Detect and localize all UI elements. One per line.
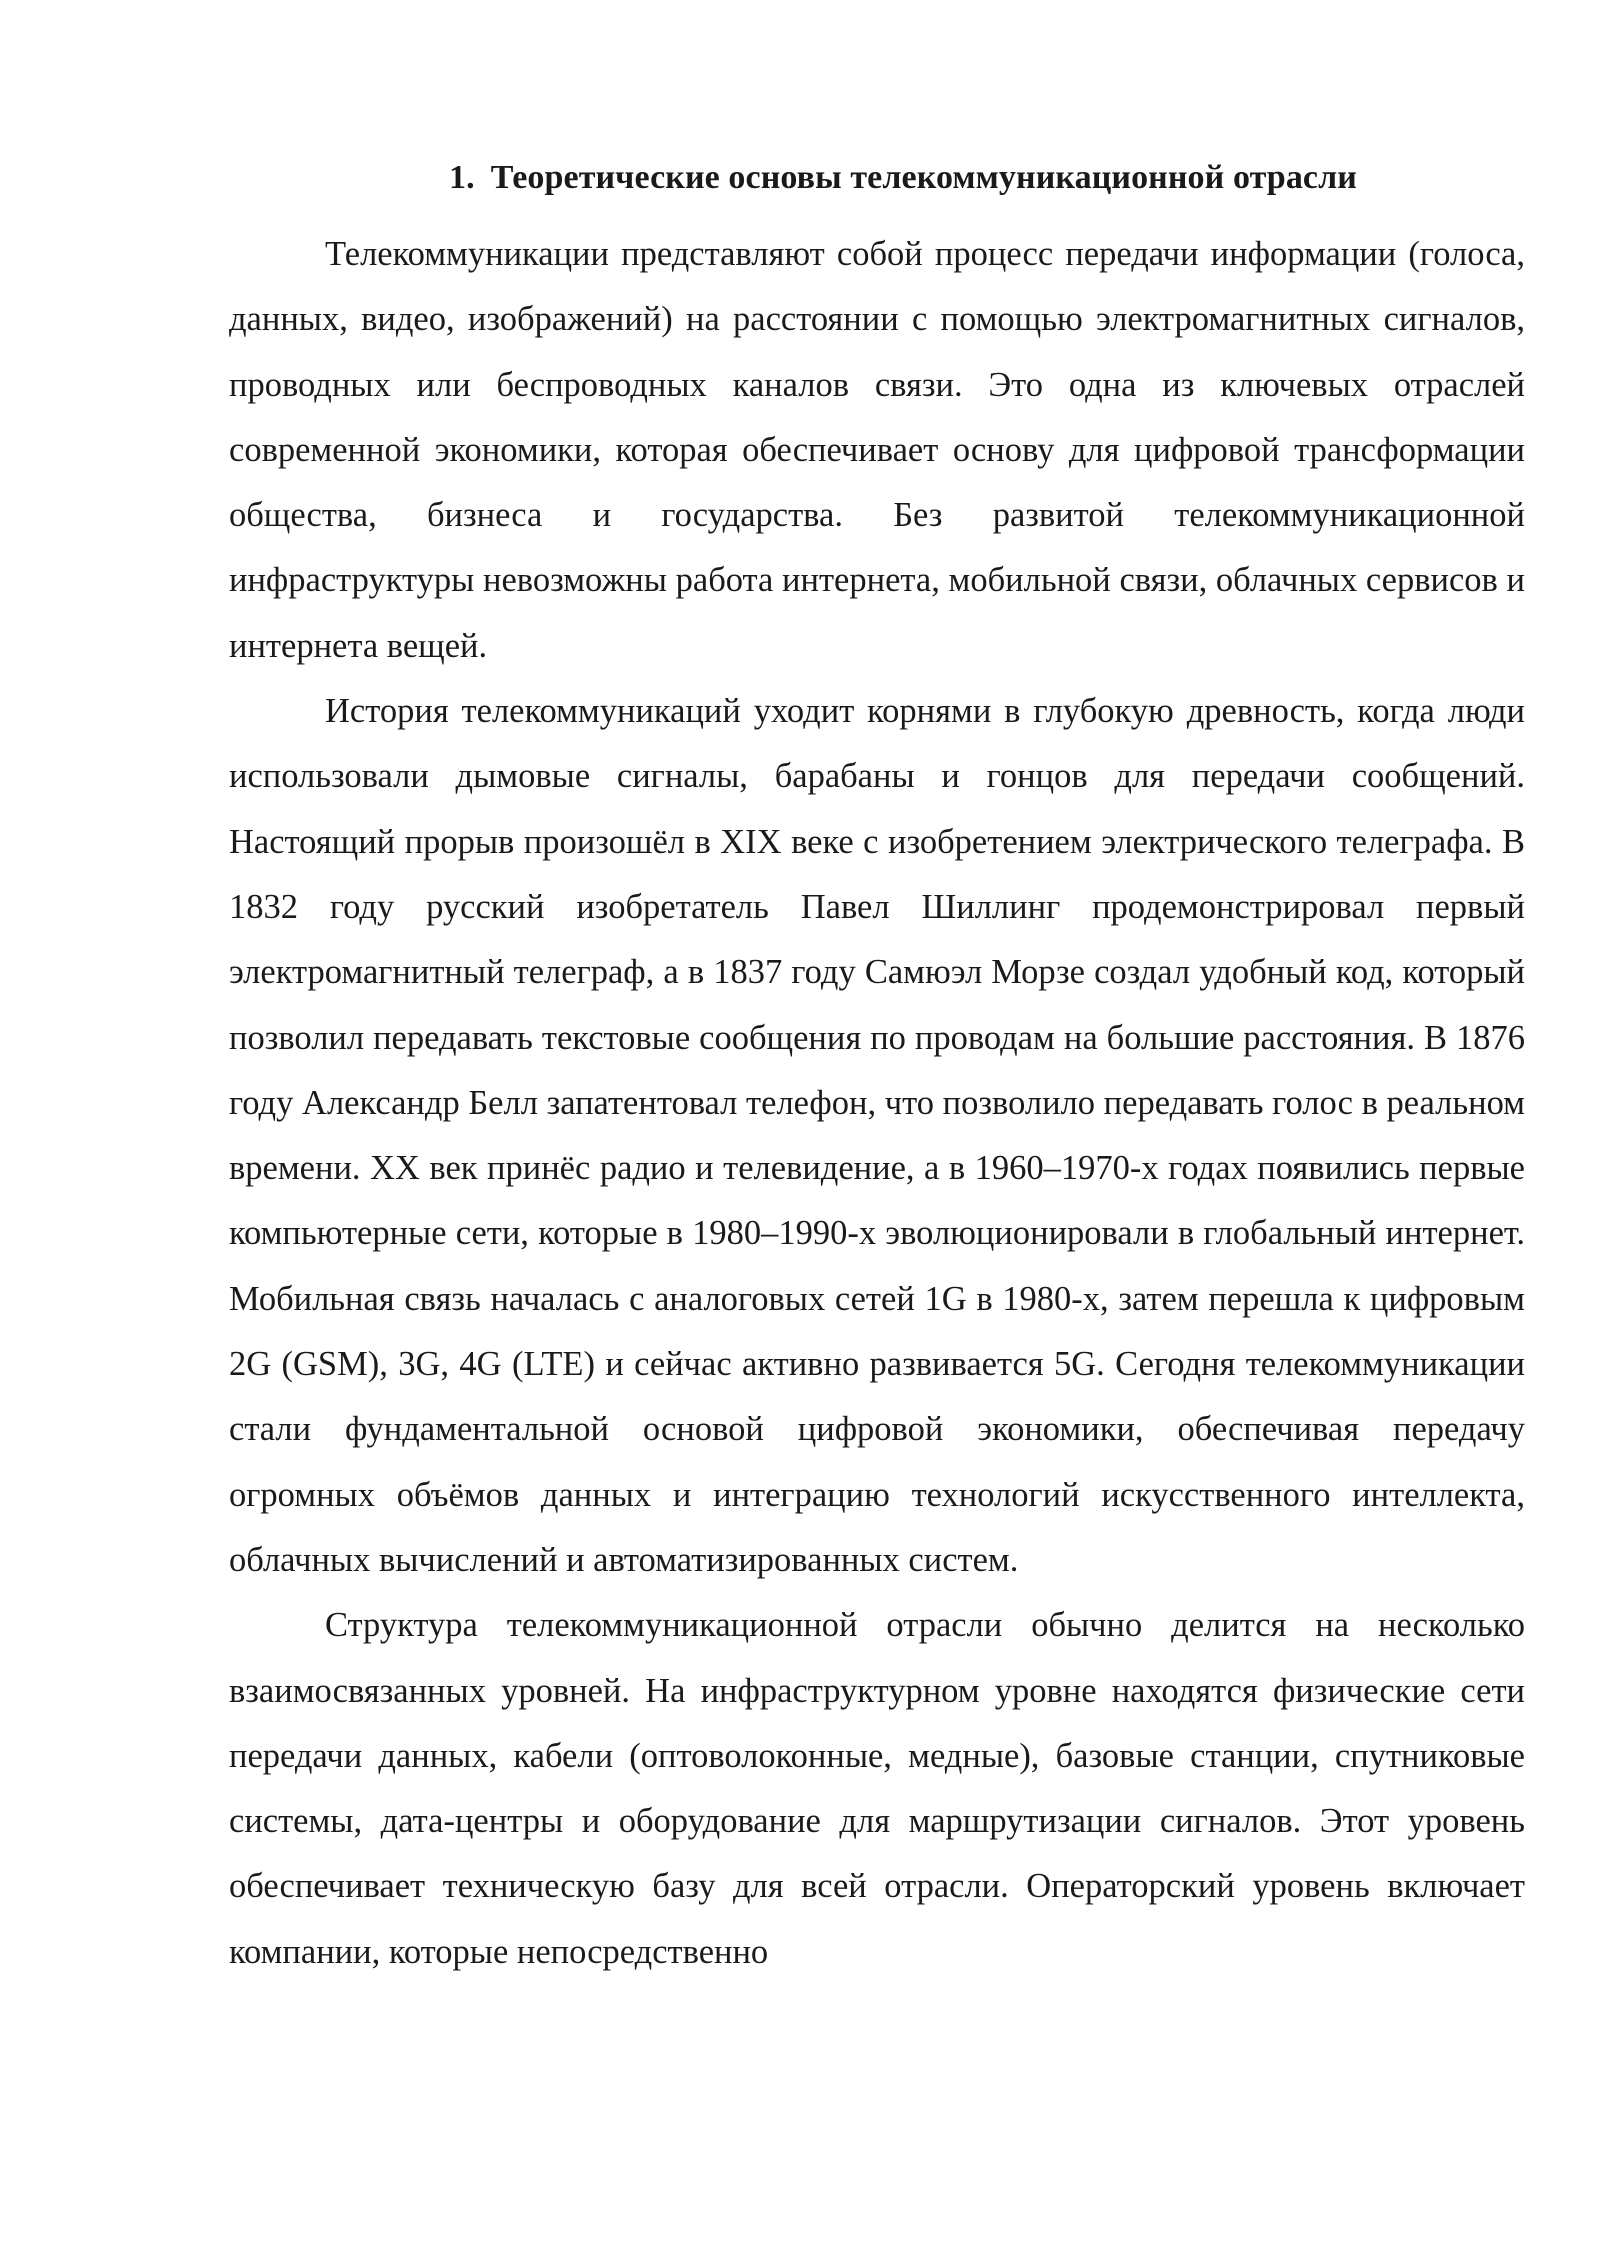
paragraph-structure: Структура телекоммуникационной отрасли обычно делится на несколько взаимосвязанных уровней. На инфраструктурном уровне находятся физические сети передачи данных, кабели (оптоволоконные, медные), базовые станции, спутниковые системы, дата-центры и оборудование для маршрутизации сигналов. Этот уровень обеспечивает техническую базу для всей отрасли. Операторский уровень включает компании, которые непосредственно	[229, 1606, 1525, 1971]
paragraph-history: История телекоммуникаций уходит корнями в глубокую древность, когда люди использовали дымовые сигналы, барабаны и гонцов для передачи сообщений. Настоящий прорыв произошёл в XIX веке с изобретением электрического телеграфа. В 1832 году русский изобретатель Павел Шиллинг продемонстрировал первый электромагнитный телеграф, а в 1837 году Самюэл Морзе создал удобный код, который позволил передавать текстовые сообщения по проводам на большие расстояния. В 1876 году Александр Белл запатентовал телефон, что позволило передавать голос в реальном времени. XX век принёс радио и телевидение, а в 1960–1970-х годах появились первые компьютерные сети, которые в 1980–1990-х эволюционировали в глобальный интернет. Мобильная связь началась с аналоговых сетей 1G в 1980-х, затем перешла к цифровым 2G (GSM), 3G, 4G (LTE) и сейчас активно развивается 5G. Сегодня телекоммуникации стали фундаментальной основой цифровой экономики, обеспечивая передачу огромных объёмов данных и интеграцию технологий искусственного интеллекта, облачных вычислений и автоматизированных систем.	[229, 692, 1525, 1579]
section-title: Теоретические основы телекоммуникационной отрасли	[490, 159, 1357, 196]
page-content	[229, 148, 1525, 1985]
section-number: 1.	[449, 159, 475, 196]
section-heading	[229, 148, 1525, 208]
paragraph-definition: Телекоммуникации представляют собой процесс передачи информации (голоса, данных, видео, изображений) на расстоянии с помощью электромагнитных сигналов, проводных или беспроводных каналов связи. Это одна из ключевых отраслей современной экономики, которая обеспечивает основу для цифровой трансформации общества, бизнеса и государства. Без развитой телекоммуникационной инфраструктуры невозможны работа интернета, мобильной связи, облачных сервисов и интернета вещей.	[229, 235, 1525, 665]
